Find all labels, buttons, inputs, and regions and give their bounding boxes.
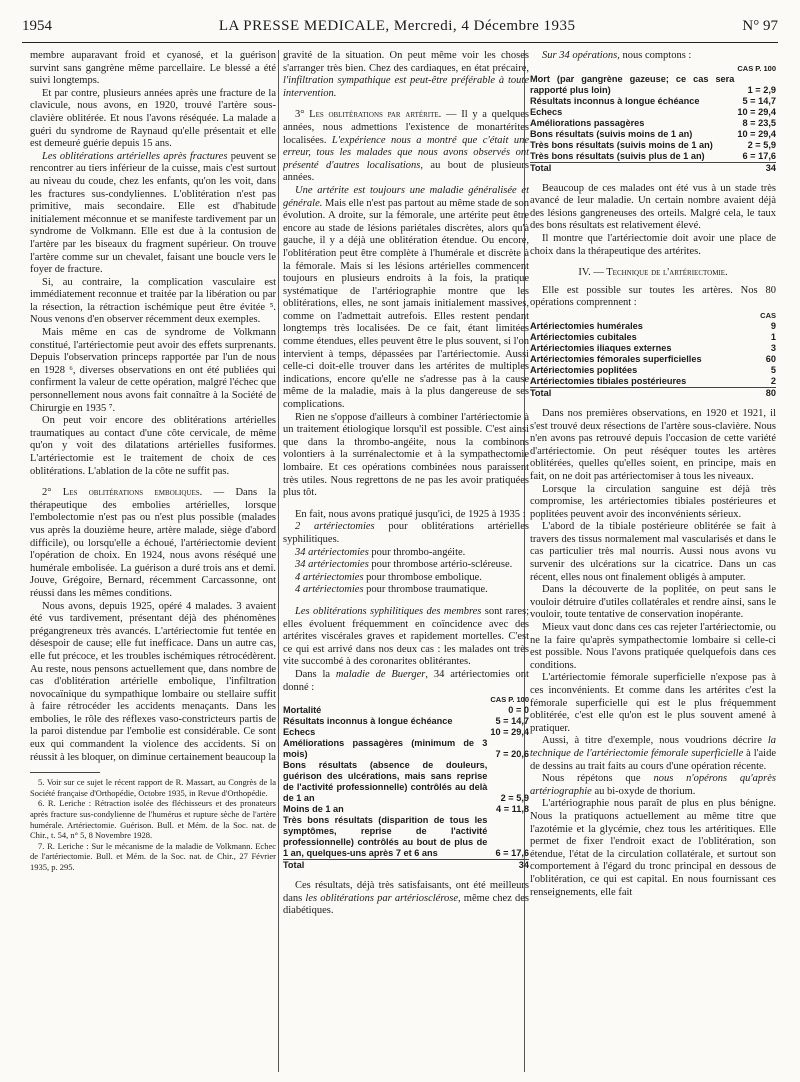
case-count: 10 <box>490 727 501 738</box>
row-value: 10 = 29,4 <box>737 106 776 117</box>
table-row <box>283 804 529 815</box>
list-item-text: pour thrombose artério-scléreuse. <box>368 559 513 571</box>
row-value <box>752 365 776 376</box>
italic-phrase: 2 artériectomies <box>295 521 375 533</box>
italic-phrase: 4 artériectomies <box>295 584 364 596</box>
row-label: Très bons résultats (suivis moins de 1 an) <box>530 139 713 150</box>
list-item <box>283 547 529 560</box>
case-count: 80 <box>765 387 776 398</box>
table-row <box>530 129 776 140</box>
list-item <box>283 559 529 572</box>
list-item-text: pour thrombose traumatique. <box>363 584 488 596</box>
row-value <box>752 387 776 399</box>
case-count: 2 <box>770 375 776 386</box>
row-label: Très bons résultats (disparition de tous les symptômes, reprise de l'activité professionnelle) contrôlés au bout de plus de 1 an, quelques-uns après 7 et 6 ans <box>283 815 488 859</box>
table-row <box>530 321 776 332</box>
paragraph-text: Dans la <box>295 668 336 680</box>
table-row <box>283 760 529 804</box>
percentage: 20,6 <box>511 749 529 760</box>
row-label: Artériectomies tibiales postérieures <box>530 375 687 386</box>
row-value: 6 = 17,6 <box>742 150 776 161</box>
table-row <box>530 151 776 163</box>
paragraph: membre auparavant froid et cyanosé, et la guérison survint sans gangrène même parcellaire. Le blessé a été suivi longtemps. <box>30 50 276 87</box>
paragraph: Elle est possible sur toutes les artères. Nos 80 opérations comprennent : <box>530 284 776 309</box>
paragraph <box>283 185 529 412</box>
row-label: Artériectomies cubitales <box>530 331 637 342</box>
paragraph: L'artériectomie fémorale superficielle n'expose pas à ces inconvénients. Et comme dans les artérites c'est la fémorale superficielle qui est le plus fréquemment oblitérée, c'est elle qu'on est le plus souvent amené à pratiquer. <box>530 672 776 734</box>
paragraph-text: à l'aide de dessins au trait faits au cours d'une opération récente. <box>530 747 776 772</box>
paragraph-text: au bout de plusieurs années. <box>283 159 529 184</box>
paragraph-text: gravité de la situation. On peut même voir les choses s'arranger très bien. Chez des cardiaques, en état précaire, <box>283 50 529 74</box>
row-label: Total <box>530 162 734 174</box>
table-row <box>283 705 529 716</box>
paragraph: Si, au contraire, la complication vasculaire est immédiatement reconnue et traitée par la libération ou par la résection, la rétraction ischémique peut être évitée ⁵. Nous venons d'en observer récemment deux exemples. <box>30 276 276 326</box>
percentage: 29,4 <box>758 106 776 117</box>
row-label: Améliorations passagères <box>530 117 645 128</box>
table-row <box>530 140 776 151</box>
paragraph-text: nous comptons : <box>619 50 692 61</box>
row-value <box>752 376 776 388</box>
row-value: 4 = 11,8 <box>496 804 529 815</box>
table-row <box>283 860 529 872</box>
row-label: Artériectomies iliaques externes <box>530 342 672 353</box>
paragraph <box>530 50 776 63</box>
percentage: 23,5 <box>758 117 776 128</box>
paragraph: En fait, nous avons pratiqué jusqu'ici, de 1925 à 1935 : <box>295 508 526 520</box>
row-label: Echecs <box>530 106 563 117</box>
paragraph-text: Mais elle n'est pas partout au même stade de son évolution. A droite, sur la fémorale, une artérite peut être encore au stade de lésions pariétales discrètes, alors qu'à gauche, il y a déjà une oblitération étendue. Ou encore, l'oblitération peut être complète à l'humérale et discrète à la fémorale. Mais si les lésions artérielles commencent toujours en plusieurs endroits à la fois, la pratique systématique de l'artériographie montre que les oblitérations, elles, ne sont jamais initialement massives, comme on l'admettait autrefois. Elles restent pendant longtemps très localisées. De ce fait, étant limitées comme étendues, elles peuvent être le plus souvent, si l'on intervient à temps, dépassées par l'artériectomie. Aussi celle-ci doit-elle trouver dans les artérites de multiples indications, encore qu'elle ne s'adresse pas à la cause même de la maladie, mais à la plus dangereuse de ses complications. <box>283 197 529 411</box>
row-value: 10 = 29,4 <box>737 128 776 139</box>
row-label: Bons résultats (suivis moins de 1 an) <box>530 128 693 139</box>
case-count: 6 <box>742 150 748 161</box>
row-value <box>487 860 529 872</box>
paragraph-text: peuvent se rencontrer au tiers inférieur de la cuisse, mais c'est surtout au niveau du coude, chez les enfants, qu'on les voit, dans les fractures sus-condyliennes. L'oblitération n'est pas primitive, mais secondaire. Elle est d'habitude initialement méconnue et se manifeste tardivement par un syndrome de Volkmann. Elle est due à la contusion de l'artère par les biseaux du fragment supérieur. On trouve l'artère comme sur un chevalet, faisant une boucle vers le foyer de fracture. <box>30 150 276 276</box>
table-row <box>530 96 776 107</box>
row-value: 5 = 14,7 <box>495 716 529 727</box>
italic-phrase: L'expérience nous a montré que c'était une erreur, tous les malades que nous avons observés ont présenté d'autres localisations, <box>283 134 529 171</box>
percentage: 11,8 <box>511 804 529 815</box>
italic-phrase: 4 artériectomies <box>295 571 364 583</box>
row-label: Total <box>283 860 487 872</box>
percentage: 17,6 <box>511 848 529 859</box>
table-row <box>530 162 776 174</box>
table-row <box>530 107 776 118</box>
row-value <box>752 321 776 332</box>
case-count: 34 <box>765 162 776 173</box>
column-2 <box>283 50 529 1076</box>
case-count: 5 <box>770 364 776 375</box>
paragraph: Mais même en cas de syndrome de Volkmann constitué, l'artériectomie peut avoir des effets surprenants. Depuis l'observation princeps rapportée par l'un de nous en 1928 ⁶, diverses observations en ont été publiées qui confirment la valeur de cette opération, malgré l'échec que personnellement nous avons fait connaître à la Société de Chirurgie en 1935 ⁷. <box>30 327 276 414</box>
paragraph <box>283 669 529 694</box>
row-value: 7 = 20,6 <box>495 749 529 760</box>
operations-list <box>283 521 529 597</box>
percentage: 29,4 <box>758 128 776 139</box>
paragraph: On peut voir encore des oblitérations artérielles traumatiques au contact d'une côte cervicale, de même qu'on y voit des dilatations artérielles fusiformes. L'artériectomie est le traitement de choix de ces oblitérations. L'ablation de la côte ne suffit pas. <box>30 415 276 477</box>
case-count: 1 <box>747 84 753 95</box>
paragraph-text: sont rares; elles évoluent fréquemment en coïncidence avec des artérites viscérales graves et rapidement mortelles. C'est ce qui est arrivé dans nos deux cas : les malades ont très vite succombé à des coronarites oblitérantes. <box>283 605 529 668</box>
row-value: 2 = 5,9 <box>747 139 776 150</box>
table-row <box>530 343 776 354</box>
row-label: Artériectomies fémorales superficielles <box>530 353 702 364</box>
footnote-separator <box>30 772 100 773</box>
paragraph <box>283 50 529 100</box>
italic-phrase: Les oblitérations artérielles après fractures <box>42 150 228 162</box>
paragraph-text: — Il y a quelques années, nous admettions l'existence de monartérites localisées. <box>283 109 529 146</box>
row-label: Améliorations passagères (minimum de 3 mois) <box>283 738 488 760</box>
paragraph: Et par contre, plusieurs années après une fracture de la clavicule, nous avons, en 1920, trouvé l'artère sous-clavière oblitérée. Et nous l'avons réséquée. La malade a guéri du syndrome de Raynaud qu'elle présentait et elle est demeuré guérie depuis 15 ans. <box>30 87 276 150</box>
table-row <box>530 74 776 96</box>
table-row <box>530 387 776 399</box>
section-heading: 2° Les oblitérations emboliques. <box>42 487 203 499</box>
case-count: 3 <box>770 342 776 353</box>
paragraph <box>283 880 529 918</box>
paragraph <box>30 487 276 600</box>
case-count: 5 <box>495 716 501 727</box>
percentage: 14,7 <box>511 716 529 727</box>
page-number-left: 1954 <box>22 18 52 34</box>
paragraph <box>30 151 276 277</box>
section-heading: 3° Les oblitérations par artérite. <box>295 109 442 121</box>
italic-phrase: 34 artériectomies <box>295 546 369 558</box>
table-row <box>283 716 529 727</box>
italic-phrase: 34 artériectomies <box>295 559 369 571</box>
paragraph <box>530 773 776 798</box>
paragraph-text: Nous répétons que <box>542 773 654 785</box>
italic-phrase: les oblitérations par artériosclérose <box>305 892 459 904</box>
paragraph: L'artériographie nous paraît de plus en plus bénigne. Nous la pratiquons actuellement au même titre que l'azotémie et la glycémie, chez tous les artéritiques. Elle permet de fixer l'endroit exact de l'oblitération, son étendue, l'état de la circulation collatérale, et surtout son comportement à l'égard du tronc principal en dessous de l'oblitération, ce qui est capital. En nous fournissant ces renseignements, elle fait <box>530 798 776 898</box>
row-value: 8 = 23,5 <box>742 117 776 128</box>
paragraph: Beaucoup de ces malades ont été vus à un stade très avancé de leur maladie. Un certain nombre avaient déjà des lésions gangreneuses des orteils. Malgré cela, le taux des bons résultats est relativement élevé. <box>530 182 776 232</box>
buerger-results-table <box>283 694 529 871</box>
table-row <box>283 738 529 760</box>
paragraph <box>530 735 776 773</box>
column-1 <box>30 50 276 1076</box>
percentage: 14,7 <box>758 95 776 106</box>
paragraph-text: , 34 artériectomies ont donné : <box>283 668 529 693</box>
case-count: 0 <box>508 705 514 716</box>
column-3 <box>530 50 776 1076</box>
row-label: Artériectomies poplitées <box>530 364 638 375</box>
paragraph: Dans la découverte de la poplitée, on peut sans le vouloir détruire d'utiles collatérales et rendre ainsi, sans le vouloir, toute tentative de conservation inopérante. <box>530 584 776 621</box>
case-count: 1 <box>770 331 776 342</box>
row-label: Résultats inconnus à longue échéance <box>283 716 453 727</box>
paragraph: Rien ne s'oppose d'ailleurs à combiner l'artériectomie à un traitement étiologique lorsqu'il est possible. C'est ainsi que dans la thrombo-angéite, nous la combinons volontiers à la surrénalectomie et à la sympathectomie lombaire. Et ces opérations combinées nous paraissent très utiles. Nous regrettons de ne pas les avoir pratiquées plus tôt. <box>283 411 529 499</box>
table-row <box>530 332 776 343</box>
arteriosclerosis-results-table <box>530 63 776 174</box>
paragraph: Dans nos premières observations, en 1920 et 1921, il s'est trouvé deux résections de l'artère sous-clavière. Nous n'en avons pas retrouvé depuis l'occasion de cette variété d'artériectomie. On peut réséquer toutes les artères oblitérées, quelles qu'elles soient, en principe, mais en fait, on ne doit pas artériectomiser à tous les niveaux. <box>530 407 776 482</box>
row-label: Moins de 1 an <box>283 804 344 815</box>
paragraph: L'abord de la tibiale postérieure oblitérée se fait à travers des tissus normalement mal vascularisés et dans le cas particulier très mal nourris. Aussi nous avons vu survenir des ulcérations sur la cicatrice. Dans un cas récent, elles nous ont finalement obligés à amputer. <box>530 521 776 583</box>
section-heading: IV. — Technique de l'artériectomie. <box>578 267 728 279</box>
italic-phrase: maladie de Buerger <box>335 668 426 680</box>
row-value <box>752 354 776 365</box>
row-value <box>752 343 776 354</box>
row-value: 2 = 5,9 <box>500 793 529 804</box>
table-header: CAS P. 100 <box>490 695 529 705</box>
paragraph: Nous avons, depuis 1925, opéré 4 malades. 3 avaient été vus tardivement, présentant déjà des phénomènes prégangreneux très avancés. L'artériectomie fut tentée en désespoir de cause; elle fut inefficace. Dans un autre cas, elle fut précoce, et les troubles ischémiques rétrocédèrent. Au reste, nous pensons actuellement que, dans nombre de cas d'oblitération artérielle embolique, l'infiltration novocaïnique du sympathique lombaire ou stellaire suffit à faire rétrocéder les accidents menaçants. Dans les embolies, le rôle des réflexes vaso-constricteurs partis de la paroi distendue par l'embolie est considérable. Ce sont eux qui commandent la violence des accidents. Si on réussit à les bloquer, on diminue certainement beaucoup la <box>30 600 276 763</box>
row-value <box>734 162 776 174</box>
list-item-text: pour oblitérations artérielles syphilitiques. <box>283 521 529 545</box>
percentage: 5,9 <box>763 139 776 150</box>
running-header <box>22 18 778 43</box>
list-item <box>283 584 529 597</box>
case-count: 2 <box>747 139 753 150</box>
column-rule-1 <box>278 50 279 1072</box>
percentage: 17,6 <box>758 150 776 161</box>
row-label: Artériectomies humérales <box>530 320 643 331</box>
case-count: 6 <box>495 848 501 859</box>
paragraph-text: Aussi, à titre d'exemple, nous voudrions décrire <box>542 735 768 747</box>
row-value: 1 = 2,9 <box>747 84 776 95</box>
paragraph: Mieux vaut donc dans ces cas rejeter l'artériectomie, ou ne la faire qu'après sympathectomie lombaire si celle-ci est possible. Nous l'avons pratiquée quelquefois dans ces conditions. <box>530 622 776 671</box>
table-header: CAS P. 100 <box>737 63 776 73</box>
italic-phrase: Une artérite est toujours une maladie généralisée et générale. <box>283 184 529 209</box>
percentage: 5,9 <box>516 793 529 804</box>
row-label: Echecs <box>283 727 316 738</box>
case-count: 10 <box>737 106 748 117</box>
italic-phrase: Les oblitérations syphilitiques des membres <box>295 605 482 617</box>
table-row <box>530 354 776 365</box>
row-value: 6 = 17,6 <box>495 848 529 859</box>
paragraph-text: , même chez des diabétiques. <box>283 892 529 917</box>
table-row <box>530 376 776 388</box>
paragraph: Il montre que l'artériectomie doit avoir une place de choix dans la thérapeutique des artérites. <box>530 232 776 257</box>
paragraph <box>283 606 529 669</box>
table-row <box>283 815 529 860</box>
table-header: CAS <box>760 310 776 320</box>
case-count: 8 <box>742 117 748 128</box>
list-item-text: pour thrombose embolique. <box>363 571 482 583</box>
case-count: 5 <box>742 95 748 106</box>
footnote: 7. R. Leriche : Sur le mécanisme de la maladie de Volkmann. Echec de l'artériectomie. Bull. et Mém. de la Soc. nat. de Chir., 27 Février 1935, p. 295. <box>30 840 276 872</box>
percentage: 2,9 <box>763 84 776 95</box>
list-item <box>283 521 529 546</box>
case-count: 2 <box>500 793 506 804</box>
case-count: 34 <box>518 860 529 871</box>
table-row <box>530 365 776 376</box>
issue-number: N° 97 <box>742 18 778 34</box>
row-label: Mortalité <box>283 705 322 716</box>
paragraph-text: au bi-oxyde de thorium. <box>591 785 696 797</box>
paragraph: Lorsque la circulation sanguine est déjà très compromise, les artériectomies tibiales postérieures et poplitées peuvent avoir des inconvénients sérieux. <box>530 483 776 520</box>
list-item <box>283 572 529 585</box>
footnote: 5. Voir sur ce sujet le récent rapport de R. Massart, au Congrès de la Société française d'Orthopédie, Octobre 1935, in Revue d'Orthopédie. <box>30 777 276 798</box>
row-label: Résultats inconnus à longue échéance <box>530 95 700 106</box>
paragraph-text: — Dans la thérapeutique des embolies artérielles, lorsque l'embolectomie n'est pas ou n'est plus possible (malades vus après la douzième heure, artère malade, siège d'abord difficile), ou lorsqu'elle a échoué, l'artériectomie devient l'opération de choix. En 1924, nous avons réséqué une humérale embolisée. La guérison a duré trois ans et demi. Jouve, Grégoire, Bernard, récemment Carcassonne, ont réussi dans les mêmes conditions. <box>30 487 276 599</box>
percentage: 29,4 <box>511 727 529 738</box>
case-count: 9 <box>770 320 776 331</box>
case-count: 4 <box>496 804 502 815</box>
row-value <box>752 332 776 343</box>
italic-phrase: nous n'opérons qu'après artériographie <box>530 773 776 797</box>
row-label: Très bons résultats (suivis plus de 1 an) <box>530 150 705 161</box>
row-value: 5 = 14,7 <box>742 95 776 106</box>
paragraph-text: Ces résultats, déjà très satisfaisants, ont été meilleurs dans <box>283 880 529 904</box>
row-value: 0 = 0 <box>508 705 529 716</box>
footnote: 6. R. Leriche : Rétraction isolée des fléchisseurs et des pronateurs après fracture sus-condylienne de l'humérus et rupture sèche de l'artère humérale. Artériectomie. Guérison. Bull. et Mém. de la Soc. nat. de Chir., t. 54, n° 5, 8 Novembre 1928. <box>30 798 276 841</box>
paragraph <box>283 109 529 185</box>
percentage: 0 <box>523 705 529 716</box>
journal-title: LA PRESSE MEDICALE, Mercredi, 4 Décembre 1935 <box>218 18 576 34</box>
italic-phrase: la technique de l'artériectomie fémorale superficielle <box>530 735 776 759</box>
row-label: Total <box>530 387 752 399</box>
case-count: 60 <box>765 353 776 364</box>
table-row <box>283 727 529 738</box>
table-row <box>530 118 776 129</box>
italic-phrase: l'infiltration sympathique est peut-être préférable à toute intervention. <box>283 75 529 99</box>
case-count: 7 <box>495 749 501 760</box>
arteriectomy-sites-table <box>530 310 776 399</box>
row-value: 10 = 29,4 <box>490 727 529 738</box>
row-label: Mort (par gangrène gazeuse; ce cas sera rapporté plus loin) <box>530 73 735 95</box>
row-label: Bons résultats (absence de douleurs, guérison des ulcérations, mais sans reprise de l'activité professionnelle) contrôlés au delà de 1 an <box>283 760 488 804</box>
list-item-text: pour thrombo-angéite. <box>368 546 466 558</box>
italic-phrase: Sur 34 opérations, <box>542 50 620 61</box>
case-count: 10 <box>737 128 748 139</box>
